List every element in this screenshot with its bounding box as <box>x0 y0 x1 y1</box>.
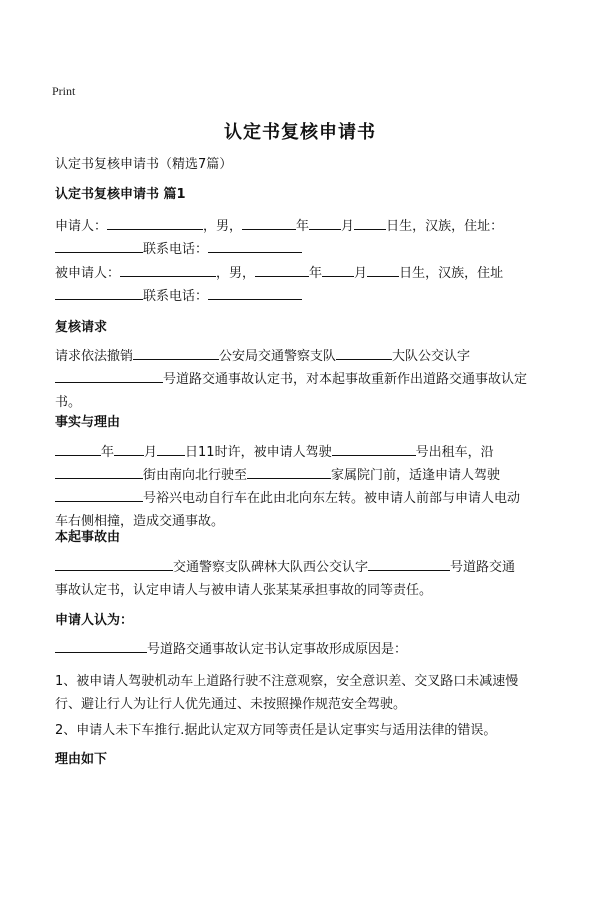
facts-street-blank[interactable] <box>55 464 143 479</box>
accident-number-blank[interactable] <box>368 556 450 571</box>
respondent-year-blank[interactable] <box>255 262 309 277</box>
respondent-day-blank[interactable] <box>367 262 399 277</box>
facts-taxi-number-blank[interactable] <box>332 441 416 456</box>
accident-heading: 本起事故由 <box>55 530 121 545</box>
facts-location-blank[interactable] <box>247 464 331 479</box>
request-paragraph: 请求依法撤销 公安局交通警察支队 大队公交认字 号道路交通事故认定书，对本起事故重新作出道路交通事故认定 书。 <box>55 345 555 414</box>
request-brigade-blank[interactable] <box>336 345 392 360</box>
accident-paragraph: 交通警察支队碑林大队西公交认字 号道路交通 事故认定书，认定申请人与被申请人张某某承担事故的同等责任。 <box>55 556 555 602</box>
document-title: 认定书复核申请书 <box>224 122 376 143</box>
reason-number-blank[interactable] <box>55 638 147 653</box>
applicant-year-blank[interactable] <box>242 215 296 230</box>
request-number-blank[interactable] <box>55 368 163 383</box>
applicant-phone-blank[interactable] <box>208 238 302 253</box>
print-label: Print <box>52 84 76 98</box>
applicant-month-blank[interactable] <box>309 215 341 230</box>
applicant-name-blank[interactable] <box>107 215 203 230</box>
grounds-heading: 理由如下 <box>55 752 108 767</box>
applicant-day-blank[interactable] <box>354 215 386 230</box>
facts-month-blank[interactable] <box>114 441 144 456</box>
respondent-label: 被申请人： <box>55 266 121 281</box>
request-city-blank[interactable] <box>133 345 219 360</box>
opinion-heading: 申请人认为： <box>55 613 134 628</box>
respondent-phone-blank[interactable] <box>208 285 302 300</box>
reason-2-paragraph: 2、申请人未下车推行.据此认定双方同等责任是认定事实与适用法律的错误。 <box>55 723 497 738</box>
applicant-address-blank[interactable] <box>55 238 143 253</box>
document-subtitle: 认定书复核申请书（精选7篇） <box>55 157 233 172</box>
reason-1-paragraph: 1、被申请人驾驶机动车上道路行驶不注意观察，安全意识差、交叉路口未减速慢 行、避让行人为让行人优先通过、未按照操作规范安全驾驶。 <box>55 674 519 712</box>
facts-bike-number-blank[interactable] <box>55 487 143 502</box>
applicant-paragraph: 申请人： ，男， 年 月 日生，汉族，住址： 联系电话： <box>55 215 555 261</box>
respondent-month-blank[interactable] <box>322 262 354 277</box>
respondent-name-blank[interactable] <box>120 262 216 277</box>
applicant-label: 申请人： <box>55 219 108 234</box>
facts-year-blank[interactable] <box>55 441 101 456</box>
facts-heading: 事实与理由 <box>55 415 121 430</box>
respondent-address-blank[interactable] <box>55 285 143 300</box>
facts-day-blank[interactable] <box>157 441 185 456</box>
facts-paragraph: 年 月 日11时许，被申请人驾驶 号出租车，沿 街由南向北行驶至 家属院门前，适逢申请人驾驶 号裕兴电动自行车在此由北向东左转。被申请人前部与申请人电动 车右侧相撞，造成交通事故。 <box>55 441 555 533</box>
request-heading: 复核请求 <box>55 320 108 335</box>
respondent-paragraph: 被申请人： ，男， 年 月 日生，汉族，住址 联系电话： <box>55 262 555 308</box>
section-heading: 认定书复核申请书 篇1 <box>55 187 186 202</box>
accident-authority-blank[interactable] <box>55 556 173 571</box>
reason-intro-paragraph: 号道路交通事故认定书认定事故形成原因是： <box>55 638 555 661</box>
